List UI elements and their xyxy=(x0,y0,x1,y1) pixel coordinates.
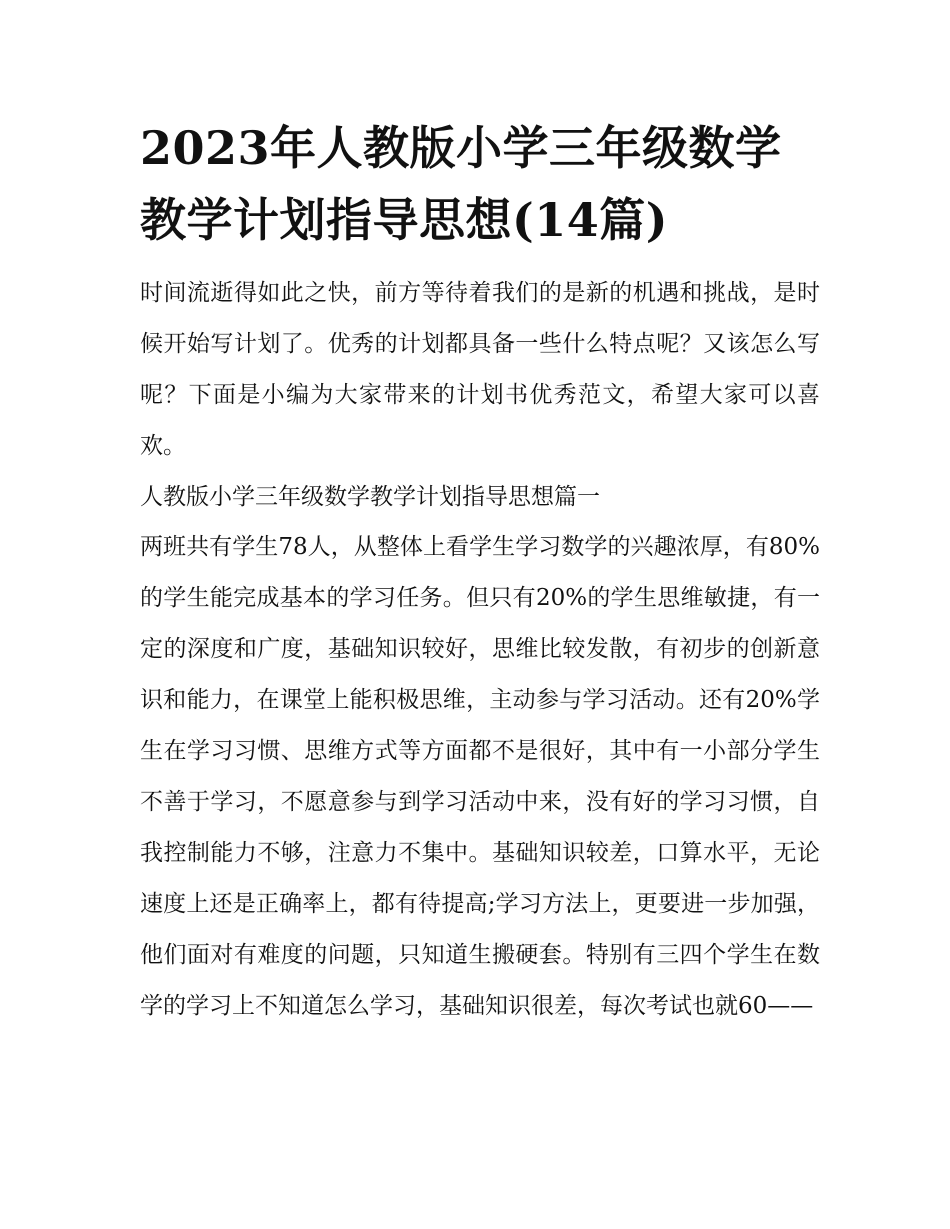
intro-paragraph: 时间流逝得如此之快，前方等待着我们的是新的机遇和挑战，是时候开始写计划了。优秀的计划都具备一些什么特点呢？又该怎么写呢？下面是小编为大家带来的计划书优秀范文，希望大家可以喜欢。 xyxy=(140,280,820,459)
document-page xyxy=(140,112,820,1032)
section-body-paragraph: 两班共有学生78人，从整体上看学生学习数学的兴趣浓厚，有80%的学生能完成基本的学习任务。但只有20%的学生思维敏捷，有一定的深度和广度，基础知识较好，思维比较发散，有初步的创新意识和能力，在课堂上能积极思维，主动参与学习活动。还有20%学生在学习习惯、思维方式等方面都不是很好，其中有一小部分学生不善于学习，不愿意参与到学习活动中来，没有好的学习习惯，自我控制能力不够，注意力不集中。基础知识较差，口算水平，无论速度上还是正确率上，都有待提高;学习方法上，更要进一步加强，他们面对有难度的问题，只知道生搬硬套。特别有三四个学生在数学的学习上不知道怎么学习，基础知识很差，每次考试也就60—— xyxy=(140,534,820,1019)
section-heading: 人教版小学三年级数学教学计划指导思想篇一 xyxy=(140,484,600,510)
document-title: 2023年人教版小学三年级数学教学计划指导思想(14篇) xyxy=(140,121,782,247)
